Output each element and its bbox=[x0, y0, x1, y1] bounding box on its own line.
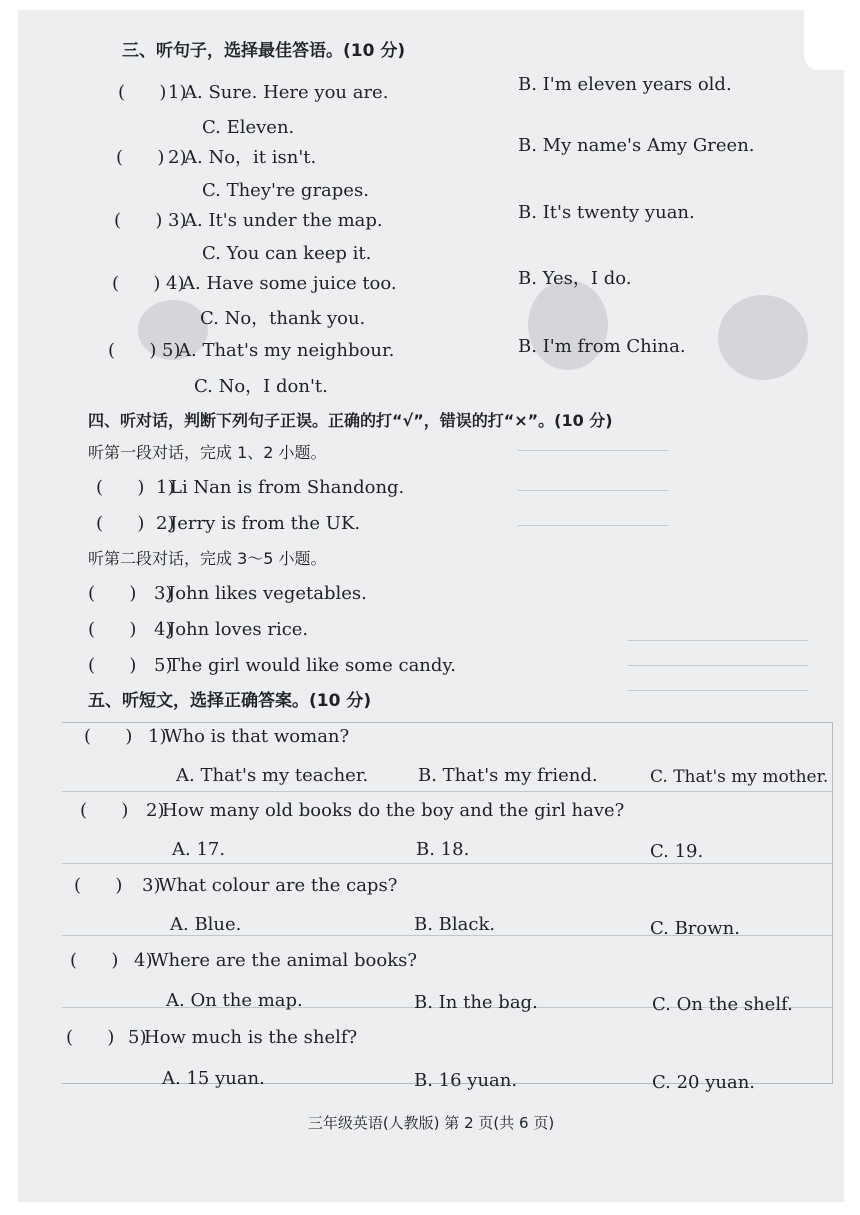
statement: Li Nan is from Shandong. bbox=[170, 477, 405, 498]
option-b: B. 18. bbox=[416, 839, 470, 860]
question-number: 2) bbox=[168, 147, 187, 168]
answer-blank[interactable]: ( ) bbox=[116, 147, 165, 168]
option-c: C. They're grapes. bbox=[202, 180, 369, 201]
question-number: 5) bbox=[162, 340, 181, 361]
option-b: B. I'm from China. bbox=[518, 336, 686, 357]
question-number: 4) bbox=[166, 273, 185, 294]
bleed-line bbox=[628, 640, 808, 641]
answer-blank[interactable]: ( ) bbox=[114, 210, 163, 231]
answer-blank[interactable]: ( ) bbox=[80, 800, 129, 821]
question-number: 4) bbox=[154, 619, 173, 640]
answer-blank[interactable]: ( ) bbox=[112, 273, 161, 294]
option-a: A. That's my neighbour. bbox=[178, 340, 395, 361]
option-b: B. Yes，I do. bbox=[518, 268, 632, 289]
option-b: B. Black. bbox=[414, 914, 496, 935]
option-a: A. On the map. bbox=[166, 990, 303, 1011]
question-number: 5) bbox=[128, 1027, 147, 1048]
answer-blank[interactable]: ( ) bbox=[88, 655, 137, 676]
question-text: How much is the shelf? bbox=[144, 1027, 358, 1048]
option-a: A. Sure. Here you are. bbox=[184, 82, 389, 103]
question-number: 4) bbox=[134, 950, 153, 971]
question-number: 2) bbox=[146, 800, 165, 821]
option-b: B. 16 yuan. bbox=[414, 1070, 518, 1091]
option-c: C. No，I don't. bbox=[194, 376, 328, 397]
option-c: C. That's my mother. bbox=[650, 767, 829, 787]
answer-blank[interactable]: ( ) bbox=[108, 340, 157, 361]
option-c: C. 20 yuan. bbox=[652, 1072, 756, 1093]
option-a: A. 15 yuan. bbox=[162, 1068, 265, 1089]
option-b: B. That's my friend. bbox=[418, 765, 598, 786]
answer-blank[interactable]: ( ) bbox=[118, 82, 167, 103]
option-c: C. No，thank you. bbox=[200, 308, 366, 329]
section3-heading: 三、听句子，选择最佳答语。(10 分) bbox=[122, 41, 406, 61]
section4-subheading-2: 听第二段对话，完成 3～5 小题。 bbox=[88, 549, 327, 568]
question-number: 3) bbox=[168, 210, 187, 231]
answer-blank[interactable]: ( ) bbox=[66, 1027, 115, 1048]
page-footer: 三年级英语(人教版) 第 2 页(共 6 页) bbox=[307, 1114, 555, 1132]
question-text: How many old books do the boy and the girl have? bbox=[162, 800, 625, 821]
question-text: Where are the animal books? bbox=[150, 950, 417, 971]
answer-blank[interactable]: ( ) bbox=[74, 875, 123, 896]
question-number: 1) bbox=[148, 726, 167, 747]
bleed-line bbox=[518, 525, 668, 526]
option-a: A. Have some juice too. bbox=[182, 273, 397, 294]
option-c: C. 19. bbox=[650, 841, 704, 862]
option-c: C. Brown. bbox=[650, 918, 740, 939]
option-c: C. You can keep it. bbox=[202, 243, 372, 264]
option-a: A. 17. bbox=[172, 839, 226, 860]
answer-blank[interactable]: ( ) bbox=[96, 477, 145, 498]
option-a: A. That's my teacher. bbox=[176, 765, 369, 786]
exam-page bbox=[18, 10, 844, 1202]
option-b: B. It's twenty yuan. bbox=[518, 202, 695, 223]
option-b: B. My name's Amy Green. bbox=[518, 135, 755, 156]
answer-blank[interactable]: ( ) bbox=[88, 619, 137, 640]
statement: Jerry is from the UK. bbox=[170, 513, 361, 534]
bleed-line bbox=[628, 690, 808, 691]
bleed-line bbox=[628, 665, 808, 666]
answer-blank[interactable]: ( ) bbox=[84, 726, 133, 747]
section5-heading: 五、听短文，选择正确答案。(10 分) bbox=[88, 691, 372, 711]
answer-blank[interactable]: ( ) bbox=[88, 583, 137, 604]
statement: John loves rice. bbox=[168, 619, 309, 640]
question-number: 3) bbox=[142, 875, 161, 896]
answer-blank[interactable]: ( ) bbox=[70, 950, 119, 971]
question-number: 2) bbox=[156, 513, 175, 534]
question-number: 1) bbox=[156, 477, 175, 498]
question-number: 1) bbox=[168, 82, 187, 103]
question-text: Who is that woman? bbox=[164, 726, 350, 747]
section4-heading: 四、听对话，判断下列句子正误。正确的打“√”，错误的打“×”。(10 分) bbox=[88, 411, 613, 430]
option-c: C. Eleven. bbox=[202, 117, 295, 138]
option-a: A. It's under the map. bbox=[184, 210, 383, 231]
section4-subheading-1: 听第一段对话，完成 1、2 小题。 bbox=[88, 443, 327, 462]
question-number: 5) bbox=[154, 655, 173, 676]
bleed-line bbox=[518, 490, 668, 491]
bleed-line bbox=[518, 450, 668, 451]
question-number: 3) bbox=[154, 583, 173, 604]
question-text: What colour are the caps? bbox=[158, 875, 398, 896]
answer-blank[interactable]: ( ) bbox=[96, 513, 145, 534]
page-corner bbox=[804, 10, 844, 70]
option-b: B. In the bag. bbox=[414, 992, 538, 1013]
option-b: B. I'm eleven years old. bbox=[518, 74, 732, 95]
statement: The girl would like some candy. bbox=[168, 655, 456, 676]
statement: John likes vegetables. bbox=[168, 583, 367, 604]
bleed-image bbox=[718, 295, 808, 380]
option-c: C. On the shelf. bbox=[652, 994, 793, 1015]
option-a: A. No，it isn't. bbox=[184, 147, 317, 168]
option-a: A. Blue. bbox=[170, 914, 242, 935]
